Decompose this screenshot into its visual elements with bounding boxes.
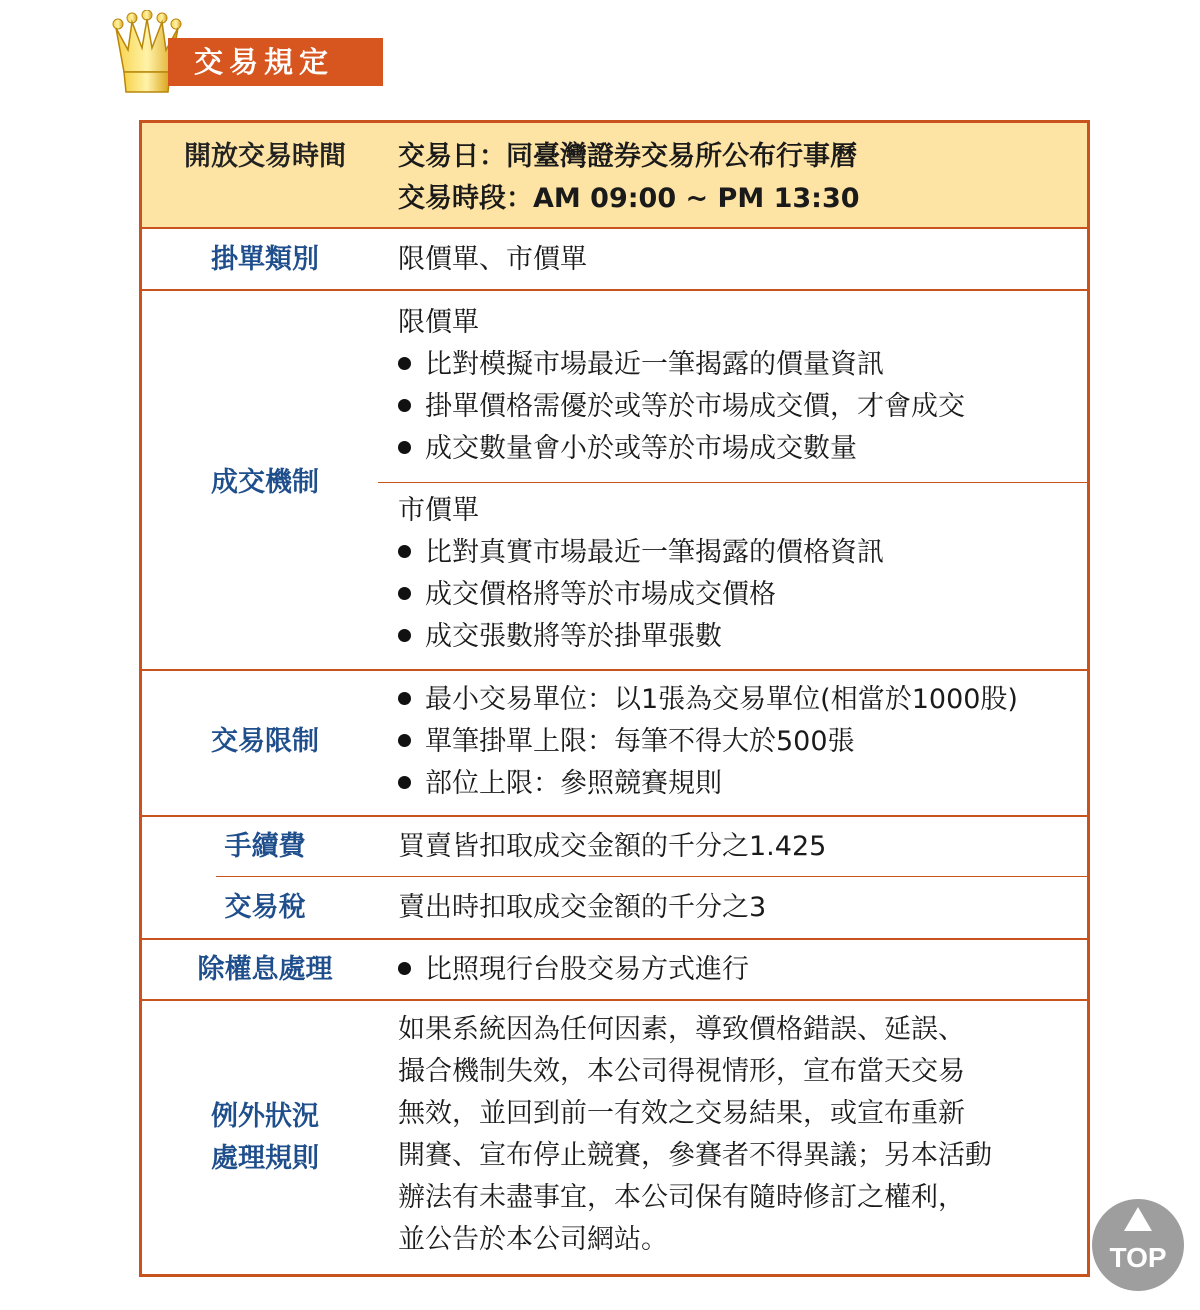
bullet-icon (398, 587, 411, 600)
list-item: 單筆掛單上限：每筆不得大於500張 (398, 721, 1018, 763)
list-item: 成交數量會小於或等於市場成交數量 (398, 428, 965, 470)
label-ex-rights: 除權息處理 (197, 954, 333, 985)
label-matching: 成交機制 (211, 467, 319, 498)
limits-list (398, 679, 1018, 805)
list-item: 成交價格將等於市場成交價格 (398, 574, 884, 616)
bullet-icon (398, 692, 411, 705)
paragraph-line: 如果系統因為任何因素，導致價格錯誤、延誤、 (398, 1014, 965, 1045)
table-row-ex-rights (142, 938, 1087, 1000)
paragraph-line: 並公告於本公司網站。 (398, 1224, 668, 1255)
table-row-exception (142, 999, 1087, 1274)
paragraph-line: 辦法有未盡事宜，本公司保有隨時修訂之權利， (398, 1182, 965, 1213)
label-exception: 例外狀況 處理規則 (211, 1101, 319, 1174)
top-label: TOP (1109, 1242, 1167, 1273)
fee-value: 買賣皆扣取成交金額的千分之1.425 (398, 831, 827, 862)
bullet-icon (398, 399, 411, 412)
bullet-icon (398, 962, 411, 975)
tax-value: 賣出時扣取成交金額的千分之3 (398, 892, 767, 923)
trading-day-text: 交易日：同臺灣證券交易所公布行事曆 (398, 141, 857, 172)
content-open-hours (398, 136, 860, 220)
label-order-type: 掛單類別 (211, 244, 319, 275)
table-row-order-type (142, 227, 1087, 289)
bullet-icon (398, 357, 411, 370)
table-row-open-hours (142, 123, 1087, 228)
section-title: 交易規定 (168, 38, 383, 86)
list-item: 掛單價格需優於或等於市場成交價，才會成交 (398, 386, 965, 428)
table-row-limits (142, 669, 1087, 815)
matching-market-block (398, 490, 884, 658)
bullet-icon (398, 776, 411, 789)
rules-table (139, 120, 1090, 1277)
paragraph-line: 開賽、宣布停止競賽，參賽者不得異議；另本活動 (398, 1140, 992, 1171)
bullet-icon (398, 734, 411, 747)
list-item: 比對真實市場最近一筆揭露的價格資訊 (398, 532, 884, 574)
table-row-tax (142, 877, 1087, 939)
paragraph-line: 無效，並回到前一有效之交易結果，或宣布重新 (398, 1098, 965, 1129)
bullet-icon (398, 629, 411, 642)
label-fee: 手續費 (224, 831, 306, 862)
bullet-icon (398, 441, 411, 454)
bullet-icon (398, 545, 411, 558)
list-item: 比照現行台股交易方式進行 (398, 949, 749, 991)
list-item: 比對模擬市場最近一筆揭露的價量資訊 (398, 344, 965, 386)
matching-divider (378, 482, 1087, 483)
back-to-top-button[interactable] (1090, 1197, 1186, 1293)
list-item: 最小交易單位：以1張為交易單位(相當於1000股) (398, 679, 1018, 721)
matching-limit-block (398, 302, 965, 470)
market-order-title: 市價單 (398, 495, 479, 526)
label-open-hours: 開放交易時間 (184, 141, 346, 172)
list-item: 部位上限：參照競賽規則 (398, 763, 1018, 805)
exception-text (398, 1009, 992, 1261)
label-tax: 交易稅 (224, 892, 306, 923)
ex-rights-list (398, 949, 749, 991)
order-type-value: 限價單、市價單 (398, 244, 587, 275)
paragraph-line: 撮合機制失效，本公司得視情形，宣布當天交易 (398, 1056, 965, 1087)
trading-session-text: 交易時段：AM 09:00 ~ PM 13:30 (398, 183, 860, 214)
label-limits: 交易限制 (211, 726, 319, 757)
list-item: 成交張數將等於掛單張數 (398, 616, 884, 658)
limit-order-title: 限價單 (398, 307, 479, 338)
table-row-matching (142, 289, 1087, 669)
table-row-fee (142, 815, 1087, 877)
